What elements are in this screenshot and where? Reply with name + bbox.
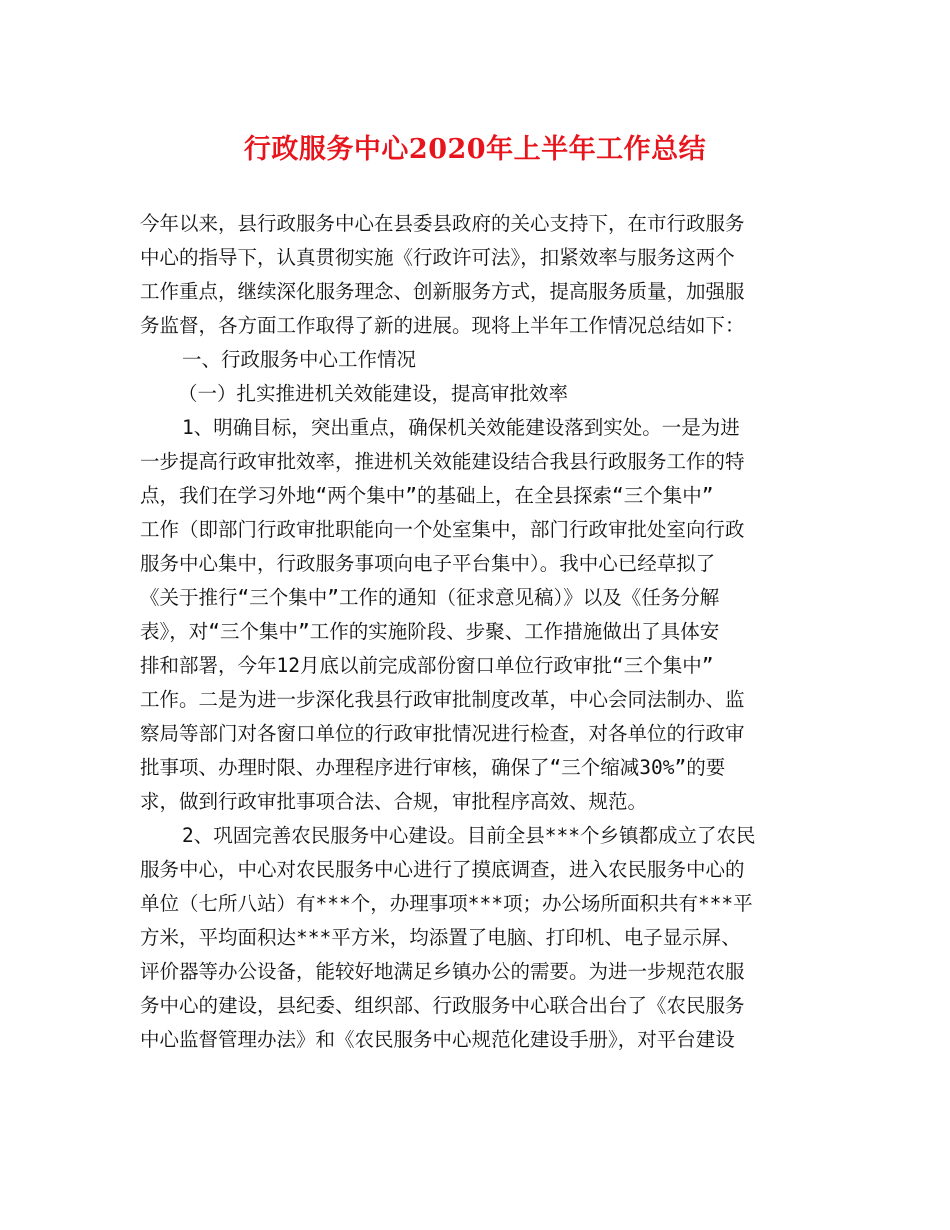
text-line: 求，做到行政审批事项合法、合规，审批程序高效、规范。 bbox=[140, 790, 648, 813]
text-line: 务监督，各方面工作取得了新的进展。现将上半年工作情况总结如下： bbox=[140, 314, 745, 337]
text-line: 评价器等办公设备，能较好地满足乡镇办公的需要。为进一步规范农服 bbox=[140, 960, 745, 983]
text-line: 今年以来，县行政服务中心在县委县政府的关心支持下，在市行政服务 bbox=[140, 212, 745, 235]
subsection-heading: （一）扎实推进机关效能建设，提高审批效率 bbox=[178, 382, 569, 405]
text-line: 1、明确目标，突出重点，确保机关效能建设落到实处。一是为进 bbox=[182, 416, 740, 439]
document-title: 行政服务中心2020年上半年工作总结 bbox=[243, 134, 707, 165]
text-line: 务中心的建设，县纪委、组织部、行政服务中心联合出台了《农民服务 bbox=[140, 994, 745, 1017]
text-line: 中心监督管理办法》和《农民服务中心规范化建设手册》，对平台建设 bbox=[140, 1028, 735, 1051]
text-line: 《关于推行“三个集中”工作的通知（征求意见稿）》以及《任务分解 bbox=[140, 586, 720, 609]
text-line: 2、巩固完善农民服务中心建设。目前全县***个乡镇都成立了农民 bbox=[182, 824, 756, 847]
text-line: 察局等部门对各窗口单位的行政审批情况进行检查，对各单位的行政审 bbox=[140, 722, 745, 745]
text-line: 批事项、办理时限、办理程序进行审核，确保了“三个缩减30%”的要 bbox=[140, 756, 726, 779]
text-line: 点，我们在学习外地“两个集中”的基础上，在全县探索“三个集中” bbox=[140, 484, 714, 507]
text-line: 工作。二是为进一步深化我县行政审批制度改革，中心会同法制办、监 bbox=[140, 688, 745, 711]
text-line: 单位（七所八站）有***个，办理事项***项；办公场所面积共有***平 bbox=[140, 892, 753, 915]
section-heading: 一、行政服务中心工作情况 bbox=[182, 348, 417, 371]
text-line: 排和部署，今年12月底以前完成部份窗口单位行政审批“三个集中” bbox=[140, 654, 714, 677]
document-body bbox=[140, 207, 812, 1057]
text-line: 中心的指导下，认真贯彻实施《行政许可法》，扣紧效率与服务这两个 bbox=[140, 246, 735, 269]
text-line: 服务中心集中，行政服务事项向电子平台集中）。我中心已经草拟了 bbox=[140, 552, 716, 575]
text-line: 方米，平均面积达***平方米，均添置了电脑、打印机、电子显示屏、 bbox=[140, 926, 741, 949]
text-line: 工作重点，继续深化服务理念、创新服务方式，提高服务质量，加强服 bbox=[140, 280, 745, 303]
text-line: 表》，对“三个集中”工作的实施阶段、步聚、工作措施做出了具体安 bbox=[140, 620, 720, 643]
text-line: 一步提高行政审批效率，推进机关效能建设结合我县行政服务工作的特 bbox=[140, 450, 745, 473]
text-line: 服务中心，中心对农民服务中心进行了摸底调查，进入农民服务中心的 bbox=[140, 858, 745, 881]
text-line: 工作（即部门行政审批职能向一个处室集中，部门行政审批处室向行政 bbox=[140, 518, 745, 541]
